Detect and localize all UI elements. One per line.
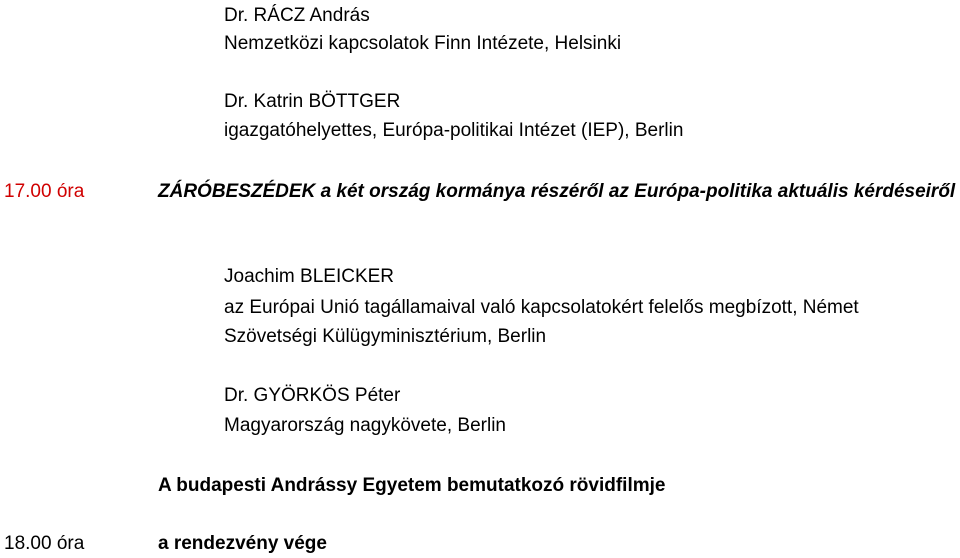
session-time: 17.00 óra <box>4 181 85 202</box>
session-title: ZÁRÓBESZÉDEK a két ország kormánya részéről az Európa-politika aktuális kérdéseiről <box>158 181 956 202</box>
speaker-name: Dr. RÁCZ András <box>224 5 370 26</box>
speaker-name: Joachim BLEICKER <box>224 266 395 287</box>
speaker-role: Nemzetközi kapcsolatok Finn Intézete, Helsinki <box>224 33 622 54</box>
speaker-role: az Európai Unió tagállamaival való kapcsolatokért felelős megbízott, Német <box>224 297 859 318</box>
speaker-role: Magyarország nagykövete, Berlin <box>224 415 506 436</box>
speaker-name: Dr. Katrin BÖTTGER <box>224 91 401 112</box>
speaker-role: igazgatóhelyettes, Európa-politikai Intézet (IEP), Berlin <box>224 120 684 141</box>
end-time: 18.00 óra <box>4 533 85 554</box>
end-label: a rendezvény vége <box>158 533 327 554</box>
film-item: A budapesti Andrássy Egyetem bemutatkozó rövidfilmje <box>158 475 666 496</box>
speaker-name: Dr. GYÖRKÖS Péter <box>224 385 401 406</box>
speaker-role-continued: Szövetségi Külügyminisztérium, Berlin <box>224 326 547 347</box>
